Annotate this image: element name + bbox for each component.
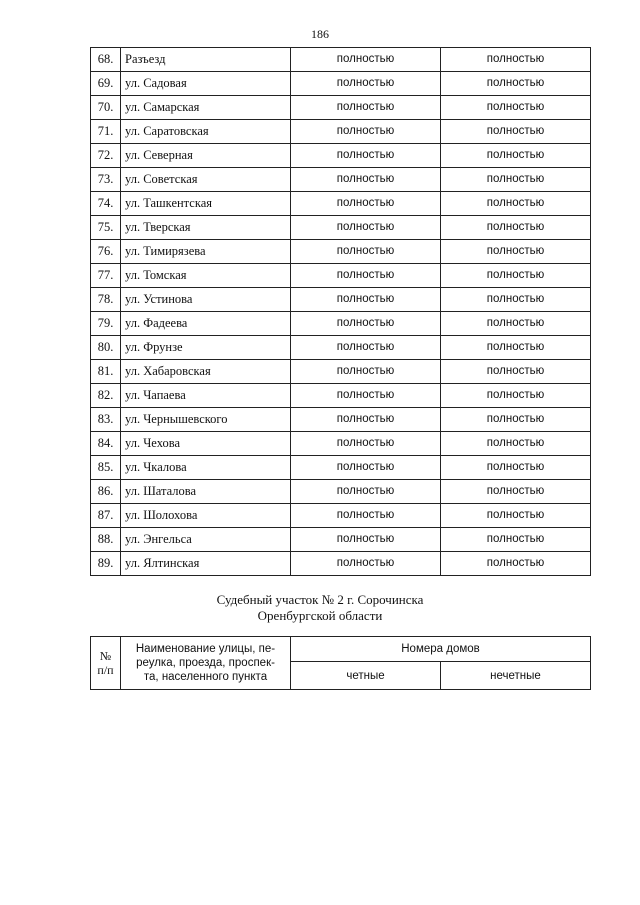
- streets-table: [90, 47, 591, 576]
- table-row: [91, 384, 591, 408]
- odd-houses: полностью: [441, 288, 591, 312]
- street-name: ул. Шолохова: [121, 504, 291, 528]
- even-houses: полностью: [291, 384, 441, 408]
- even-houses: полностью: [291, 144, 441, 168]
- addresses-header-table: [90, 636, 591, 690]
- street-name: ул. Устинова: [121, 288, 291, 312]
- odd-houses: полностью: [441, 216, 591, 240]
- row-number: 81.: [91, 360, 121, 384]
- even-houses: полностью: [291, 168, 441, 192]
- table-row: [91, 408, 591, 432]
- table-row: [91, 96, 591, 120]
- table-row: [91, 72, 591, 96]
- header-name-label: Наименование улицы, пе-: [135, 643, 276, 655]
- odd-houses: полностью: [441, 72, 591, 96]
- street-name: ул. Шаталова: [121, 480, 291, 504]
- table-row: [91, 552, 591, 576]
- street-name: ул. Садовая: [121, 72, 291, 96]
- odd-houses: полностью: [441, 48, 591, 72]
- section-title-line: Судебный участок № 2 г. Сорочинска: [216, 592, 424, 607]
- table-row: [91, 192, 591, 216]
- street-name: ул. Тверская: [121, 216, 291, 240]
- even-houses: полностью: [291, 360, 441, 384]
- header-even: четные: [291, 662, 441, 690]
- even-houses: полностью: [291, 96, 441, 120]
- odd-houses: полностью: [441, 432, 591, 456]
- table-row: [91, 432, 591, 456]
- section-title: [0, 592, 640, 624]
- even-houses: полностью: [291, 432, 441, 456]
- header-name-label: та, населенного пункта: [143, 671, 268, 683]
- header-name-label: реулка, проезда, проспек-: [136, 657, 275, 669]
- even-houses: полностью: [291, 336, 441, 360]
- header-name-cell: [121, 637, 291, 690]
- row-number: 87.: [91, 504, 121, 528]
- row-number: 70.: [91, 96, 121, 120]
- row-number: 71.: [91, 120, 121, 144]
- odd-houses: полностью: [441, 528, 591, 552]
- row-number: 82.: [91, 384, 121, 408]
- even-houses: полностью: [291, 504, 441, 528]
- row-number: 83.: [91, 408, 121, 432]
- street-name: ул. Советская: [121, 168, 291, 192]
- row-number: 84.: [91, 432, 121, 456]
- row-number: 79.: [91, 312, 121, 336]
- even-houses: полностью: [291, 240, 441, 264]
- even-houses: полностью: [291, 528, 441, 552]
- odd-houses: полностью: [441, 552, 591, 576]
- row-number: 78.: [91, 288, 121, 312]
- even-houses: полностью: [291, 192, 441, 216]
- table-row: [91, 312, 591, 336]
- odd-houses: полностью: [441, 96, 591, 120]
- odd-houses: полностью: [441, 360, 591, 384]
- row-number: 76.: [91, 240, 121, 264]
- street-name: ул. Чкалова: [121, 456, 291, 480]
- table-row: [91, 168, 591, 192]
- odd-houses: полностью: [441, 120, 591, 144]
- table-row: [91, 504, 591, 528]
- odd-houses: полностью: [441, 192, 591, 216]
- street-name: ул. Фрунзе: [121, 336, 291, 360]
- table-row: [91, 216, 591, 240]
- even-houses: полностью: [291, 48, 441, 72]
- row-number: 69.: [91, 72, 121, 96]
- odd-houses: полностью: [441, 480, 591, 504]
- row-number: 77.: [91, 264, 121, 288]
- header-number-label: №: [99, 649, 112, 663]
- even-houses: полностью: [291, 552, 441, 576]
- row-number: 75.: [91, 216, 121, 240]
- header-number-label: п/п: [97, 663, 114, 677]
- even-houses: полностью: [291, 288, 441, 312]
- table-row: [91, 480, 591, 504]
- street-name: ул. Саратовская: [121, 120, 291, 144]
- even-houses: полностью: [291, 480, 441, 504]
- row-number: 72.: [91, 144, 121, 168]
- table-row: [91, 144, 591, 168]
- row-number: 89.: [91, 552, 121, 576]
- odd-houses: полностью: [441, 264, 591, 288]
- street-name: ул. Томская: [121, 264, 291, 288]
- odd-houses: полностью: [441, 144, 591, 168]
- street-name: ул. Фадеева: [121, 312, 291, 336]
- street-name: ул. Ташкентская: [121, 192, 291, 216]
- odd-houses: полностью: [441, 456, 591, 480]
- row-number: 73.: [91, 168, 121, 192]
- row-number: 68.: [91, 48, 121, 72]
- page-number: 186: [311, 27, 329, 41]
- table-row: [91, 240, 591, 264]
- even-houses: полностью: [291, 408, 441, 432]
- even-houses: полностью: [291, 312, 441, 336]
- odd-houses: полностью: [441, 168, 591, 192]
- header-number-cell: [91, 637, 121, 690]
- table-row: [91, 456, 591, 480]
- table-row: [91, 360, 591, 384]
- even-houses: полностью: [291, 120, 441, 144]
- odd-houses: полностью: [441, 336, 591, 360]
- table-row: [91, 528, 591, 552]
- street-name: ул. Северная: [121, 144, 291, 168]
- table-row: [91, 288, 591, 312]
- odd-houses: полностью: [441, 240, 591, 264]
- table-row: [91, 120, 591, 144]
- section-title-line: Оренбургской области: [257, 608, 383, 623]
- row-number: 80.: [91, 336, 121, 360]
- table-row: [91, 336, 591, 360]
- streets-table-body: [91, 48, 591, 576]
- even-houses: полностью: [291, 456, 441, 480]
- street-name: ул. Ялтинская: [121, 552, 291, 576]
- odd-houses: полностью: [441, 384, 591, 408]
- street-name: Разъезд: [121, 48, 291, 72]
- street-name: ул. Чапаева: [121, 384, 291, 408]
- row-number: 88.: [91, 528, 121, 552]
- row-number: 86.: [91, 480, 121, 504]
- header-house-numbers: Номера домов: [291, 637, 591, 662]
- street-name: ул. Энгельса: [121, 528, 291, 552]
- street-name: ул. Тимирязева: [121, 240, 291, 264]
- street-name: ул. Чернышевского: [121, 408, 291, 432]
- street-name: ул. Хабаровская: [121, 360, 291, 384]
- row-number: 74.: [91, 192, 121, 216]
- odd-houses: полностью: [441, 504, 591, 528]
- odd-houses: полностью: [441, 312, 591, 336]
- row-number: 85.: [91, 456, 121, 480]
- table-row: [91, 48, 591, 72]
- street-name: ул. Чехова: [121, 432, 291, 456]
- even-houses: полностью: [291, 216, 441, 240]
- even-houses: полностью: [291, 264, 441, 288]
- even-houses: полностью: [291, 72, 441, 96]
- street-name: ул. Самарская: [121, 96, 291, 120]
- odd-houses: полностью: [441, 408, 591, 432]
- header-odd: нечетные: [441, 662, 591, 690]
- table-row: [91, 264, 591, 288]
